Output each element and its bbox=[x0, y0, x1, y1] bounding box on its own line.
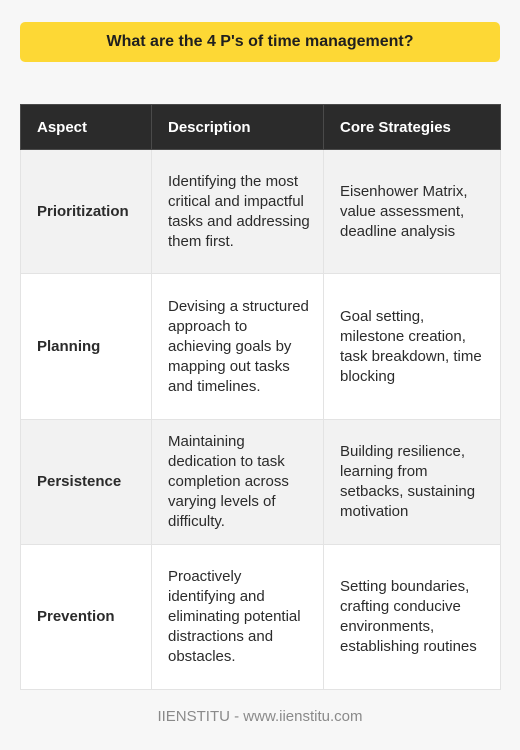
aspect-cell: Prioritization bbox=[21, 150, 152, 274]
description-cell: Identifying the most critical and impactful tasks and addressing them first. bbox=[152, 150, 324, 274]
table-row-prevention bbox=[21, 545, 501, 690]
strategies-cell: Goal setting, milestone creation, task breakdown, time blocking bbox=[324, 274, 501, 420]
table-header-row bbox=[21, 105, 501, 150]
aspect-cell: Persistence bbox=[21, 420, 152, 545]
header-aspect: Aspect bbox=[21, 105, 152, 150]
footer-credit: IIENSTITU - www.iienstitu.com bbox=[157, 708, 363, 725]
description-cell: Proactively identifying and eliminating potential distractions and obstacles. bbox=[152, 545, 324, 690]
table-row-planning bbox=[21, 274, 501, 420]
strategies-cell: Eisenhower Matrix, value assessment, deadline analysis bbox=[324, 150, 501, 274]
description-cell: Maintaining dedication to task completion across varying levels of difficulty. bbox=[152, 420, 324, 545]
description-cell: Devising a structured approach to achieving goals by mapping out tasks and timelines. bbox=[152, 274, 324, 420]
header-core-strategies: Core Strategies bbox=[324, 105, 501, 150]
page-title: What are the 4 P's of time management? bbox=[20, 22, 500, 62]
table-row-prioritization bbox=[21, 150, 501, 274]
aspect-cell: Planning bbox=[21, 274, 152, 420]
strategies-cell: Building resilience, learning from setbacks, sustaining motivation bbox=[324, 420, 501, 545]
table-row-persistence bbox=[21, 420, 501, 545]
strategies-cell: Setting boundaries, crafting conducive environments, establishing routines bbox=[324, 545, 501, 690]
time-management-table bbox=[20, 104, 501, 690]
header-description: Description bbox=[152, 105, 324, 150]
aspect-cell: Prevention bbox=[21, 545, 152, 690]
